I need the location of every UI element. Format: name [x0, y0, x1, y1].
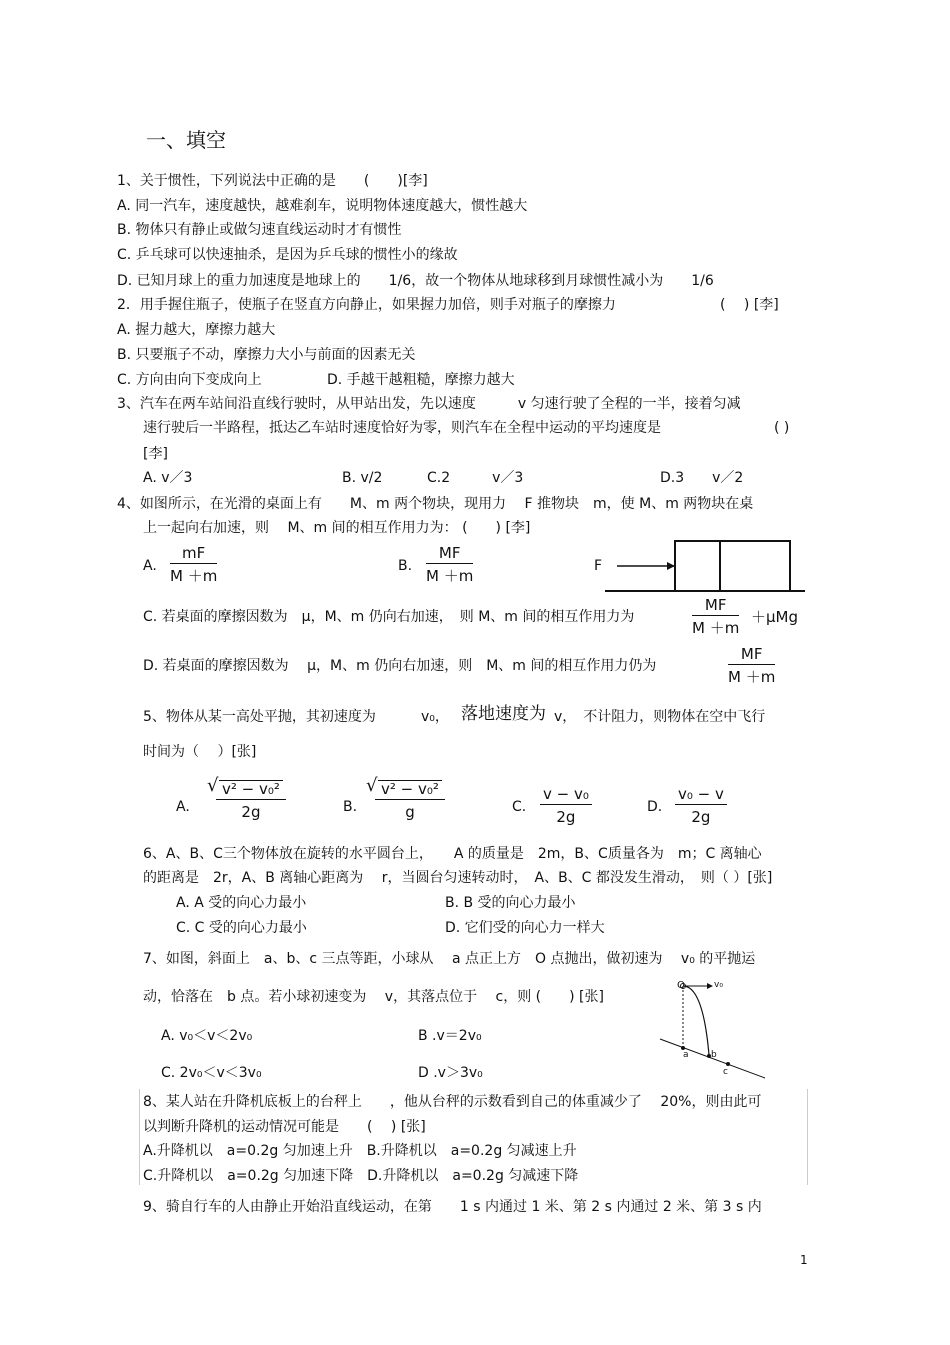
q4-option-b-fraction: [426, 545, 473, 584]
q1-option-d: D. 已知月球上的重力加速度是地球上的 1/6，故一个物体从地球移到月球惯性减小为 1/6: [117, 273, 714, 289]
q4-line1: 4、如图所示，在光滑的桌面上有 M、m 两个物块，现用力 F 推物块 m，使 M、m 两物块在桌: [117, 496, 754, 512]
q4-b-numerator: MF: [426, 545, 473, 564]
q3-paren: ( ): [774, 420, 790, 436]
q7-option-a: A. v₀＜v＜2v₀: [161, 1028, 253, 1044]
q4-option-a-label: A.: [143, 558, 157, 574]
q2-stem: 2．用手握住瓶子，使瓶子在竖直方向静止，如果握力加倍，则手对瓶子的摩擦力: [117, 297, 616, 313]
q4-blocks-figure: [605, 535, 810, 595]
q4-option-b-label: B.: [398, 558, 413, 574]
q4-line2: 上一起向右加速，则 M、m 间的相互作用力为： ( ) [李]: [143, 520, 531, 536]
q5-option-d-fraction: [675, 786, 727, 825]
q5-b-numerator: [375, 780, 445, 800]
q7-option-c: C. 2v₀＜v＜3v₀: [161, 1065, 262, 1081]
q1-option-c: C. 乒乓球可以快速抽杀，是因为乒乓球的惯性小的缘故: [117, 247, 458, 263]
q6-option-d: D. 它们受的向心力一样大: [445, 920, 605, 936]
q6-line2: 的距离是 2r，A、B 离轴心距离为 r，当圆台匀速转动时， A、B、C 都没发生滑动， 则（ ）[张]: [143, 870, 773, 886]
q7-option-b: B .v＝2v₀: [418, 1028, 482, 1044]
q4-d-numerator: MF: [728, 646, 775, 665]
q2-option-c: C. 方向由向下变成向上: [117, 372, 262, 388]
q8-line1: 8、某人站在升降机底板上的台秤上 ，他从台秤的示数看到自己的体重减少了 20%，则由此可: [143, 1094, 762, 1110]
q5-a-sqrt: √ v² − v₀²: [219, 780, 283, 797]
q5-d-denominator: 2g: [691, 808, 711, 826]
q5-option-c-label: C.: [512, 799, 527, 815]
q4-a-denominator: M ＋m: [170, 567, 218, 585]
q4-option-d-fraction: [728, 646, 775, 685]
q5-option-d-label: D.: [647, 799, 663, 815]
q4-option-c-fraction: [692, 597, 739, 636]
q2-option-a: A. 握力越大，摩擦力越大: [117, 322, 276, 338]
q3-line3: [李]: [143, 446, 168, 462]
q7-figure-b: b: [711, 1050, 717, 1060]
q7-figure-v0: v₀: [714, 980, 723, 990]
q5-option-a-label: A.: [176, 799, 190, 815]
q2-option-b: B. 只要瓶子不动，摩擦力大小与前面的因素无关: [117, 347, 416, 363]
q6-option-b: B. B 受的向心力最小: [445, 895, 576, 911]
q1-option-a: A. 同一汽车，速度越快，越难刹车，说明物体速度越大，惯性越大: [117, 198, 528, 214]
q5-line1-v0: v₀，: [421, 709, 449, 725]
q3-option-c: C.2 v／3: [427, 470, 524, 486]
q5-line1-c: v， 不计阻力，则物体在空中飞行: [554, 709, 766, 725]
q2-tag: ( ) [李]: [720, 297, 779, 313]
q5-option-a-fraction: [216, 780, 286, 820]
q4-option-d-text: D. 若桌面的摩擦因数为 μ，M、m 仍向右加速，则 M、m 间的相互作用力仍为: [143, 658, 657, 674]
q5-b-denominator: g: [405, 803, 415, 821]
q7-option-d: D .v＞3v₀: [418, 1065, 483, 1081]
q6-option-a: A. A 受的向心力最小: [176, 895, 307, 911]
q4-b-denominator: M ＋m: [426, 567, 474, 585]
q8-options-cd: C.升降机以 a=0.2g 匀加速下降 D.升降机以 a=0.2g 匀减速下降: [143, 1168, 579, 1184]
q7-figure-a: a: [683, 1050, 689, 1060]
q4-option-a-fraction: [170, 545, 217, 584]
q5-d-numerator: v₀ − v: [675, 786, 727, 805]
q7-figure-c: c: [723, 1067, 728, 1077]
q3-line1: 3、汽车在两车站间沿直线行驶时，从甲站出发，先以速度 v 匀速行驶了全程的一半，接着匀减: [117, 396, 741, 412]
q7-incline-figure: [655, 978, 775, 1083]
page-number: 1: [800, 1253, 808, 1267]
q9-line1: 9、骑自行车的人由静止开始沿直线运动，在第 1 s 内通过 1 米、第 2 s 内通过 2 米、第 3 s 内: [143, 1199, 762, 1215]
q4-figure-f-label: F: [594, 558, 603, 574]
q5-option-b-fraction: [375, 780, 445, 820]
q6-line1: 6、A、B、C三个物体放在旋转的水平圆台上， A 的质量是 2m，B、C质量各为 m；C 离轴心: [143, 846, 762, 862]
q5-option-b-label: B.: [343, 799, 358, 815]
q1-option-b: B. 物体只有静止或做匀速直线运动时才有惯性: [117, 222, 402, 238]
q1-stem: 1、关于惯性，下列说法中正确的是 ( )[李]: [117, 173, 428, 189]
q5-c-numerator: v − v₀: [540, 786, 592, 805]
q5-line1-b: 落地速度为: [461, 704, 546, 724]
q4-a-numerator: mF: [170, 545, 217, 564]
q4-d-denominator: M ＋m: [728, 668, 776, 686]
q8-line2: 以判断升降机的运动情况可能是 ( ) [张]: [143, 1119, 426, 1135]
q2-option-d: D. 手越干越粗糙，摩擦力越大: [327, 372, 515, 388]
q5-c-denominator: 2g: [556, 808, 576, 826]
q7-line1: 7、如图，斜面上 a、b、c 三点等距，小球从 a 点正上方 O 点抛出，做初速为 v₀ 的平抛运: [143, 951, 756, 967]
q4-option-c-tail: ＋μMg: [751, 608, 799, 626]
q7-line2: 动，恰落在 b 点。若小球初速变为 v，其落点位于 c，则 ( ) [张]: [143, 989, 604, 1005]
q3-line2: 速行驶后一半路程，抵达乙车站时速度恰好为零，则汽车在全程中运动的平均速度是: [143, 420, 661, 436]
q5-line2: 时间为（ ）[张]: [143, 744, 257, 760]
q4-c-denominator: M ＋m: [692, 619, 740, 637]
q5-b-sqrt: √ v² − v₀²: [378, 780, 442, 797]
q6-option-c: C. C 受的向心力最小: [176, 920, 307, 936]
q5-option-c-fraction: [540, 786, 592, 825]
q3-option-b: B. v/2: [342, 470, 383, 486]
q7-figure-o: O: [677, 980, 685, 991]
q4-c-numerator: MF: [692, 597, 739, 616]
section-title: 一、填空: [146, 128, 226, 152]
q5-a-numerator: [216, 780, 286, 800]
q5-a-denominator: 2g: [241, 803, 261, 821]
q4-option-c-text: C. 若桌面的摩擦因数为 μ，M、m 仍向右加速， 则 M、m 间的相互作用力为: [143, 609, 635, 625]
q3-option-a: A. v／3: [143, 470, 193, 486]
q8-options-ab: A.升降机以 a=0.2g 匀加速上升 B.升降机以 a=0.2g 匀减速上升: [143, 1143, 577, 1159]
q5-line1-a: 5、物体从某一高处平抛，其初速度为: [143, 709, 376, 725]
q3-option-d: D.3 v／2: [660, 470, 744, 486]
